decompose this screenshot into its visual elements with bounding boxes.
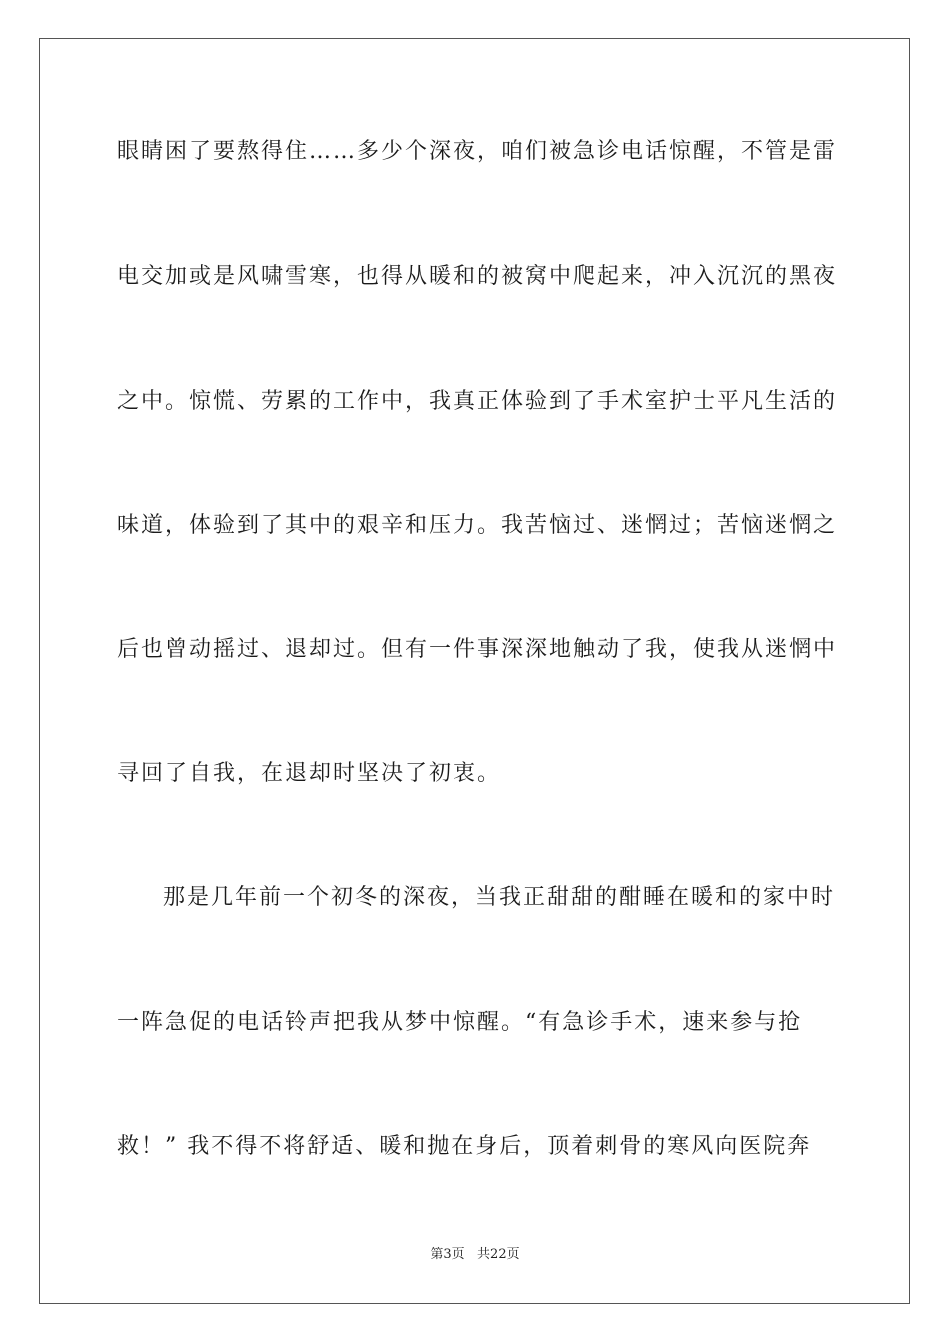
text-line-7: 那是几年前一个初冬的深夜，当我正甜甜的酣睡在暖和的家中时	[163, 885, 836, 910]
text-line-2: 电交加或是风啸雪寒，也得从暖和的被窝中爬起来，冲入沉沉的黑夜	[117, 264, 838, 289]
text-line-8: 一阵急促的电话铃声把我从梦中惊醒。“有急诊手术，速来参与抢	[117, 1010, 803, 1035]
text-line-5: 后也曾动摇过、退却过。但有一件事深深地触动了我，使我从迷惘中	[117, 637, 838, 662]
page-footer: 第3页 共22页	[430, 1247, 520, 1262]
text-line-1: 眼睛困了要熬得住……多少个深夜，咱们被急诊电话惊醒，不管是雷	[117, 139, 838, 164]
text-line-9: 救！” 我不得不将舒适、暖和抛在身后，顶着刺骨的寒风向医院奔	[117, 1134, 812, 1159]
text-line-3: 之中。惊慌、劳累的工作中，我真正体验到了手术室护士平凡生活的	[117, 389, 838, 414]
text-line-4: 味道，体验到了其中的艰辛和压力。我苦恼过、迷惘过；苦恼迷惘之	[117, 513, 838, 538]
text-line-6: 寻回了自我，在退却时坚决了初衷。	[117, 761, 502, 786]
page-border	[39, 38, 910, 1304]
